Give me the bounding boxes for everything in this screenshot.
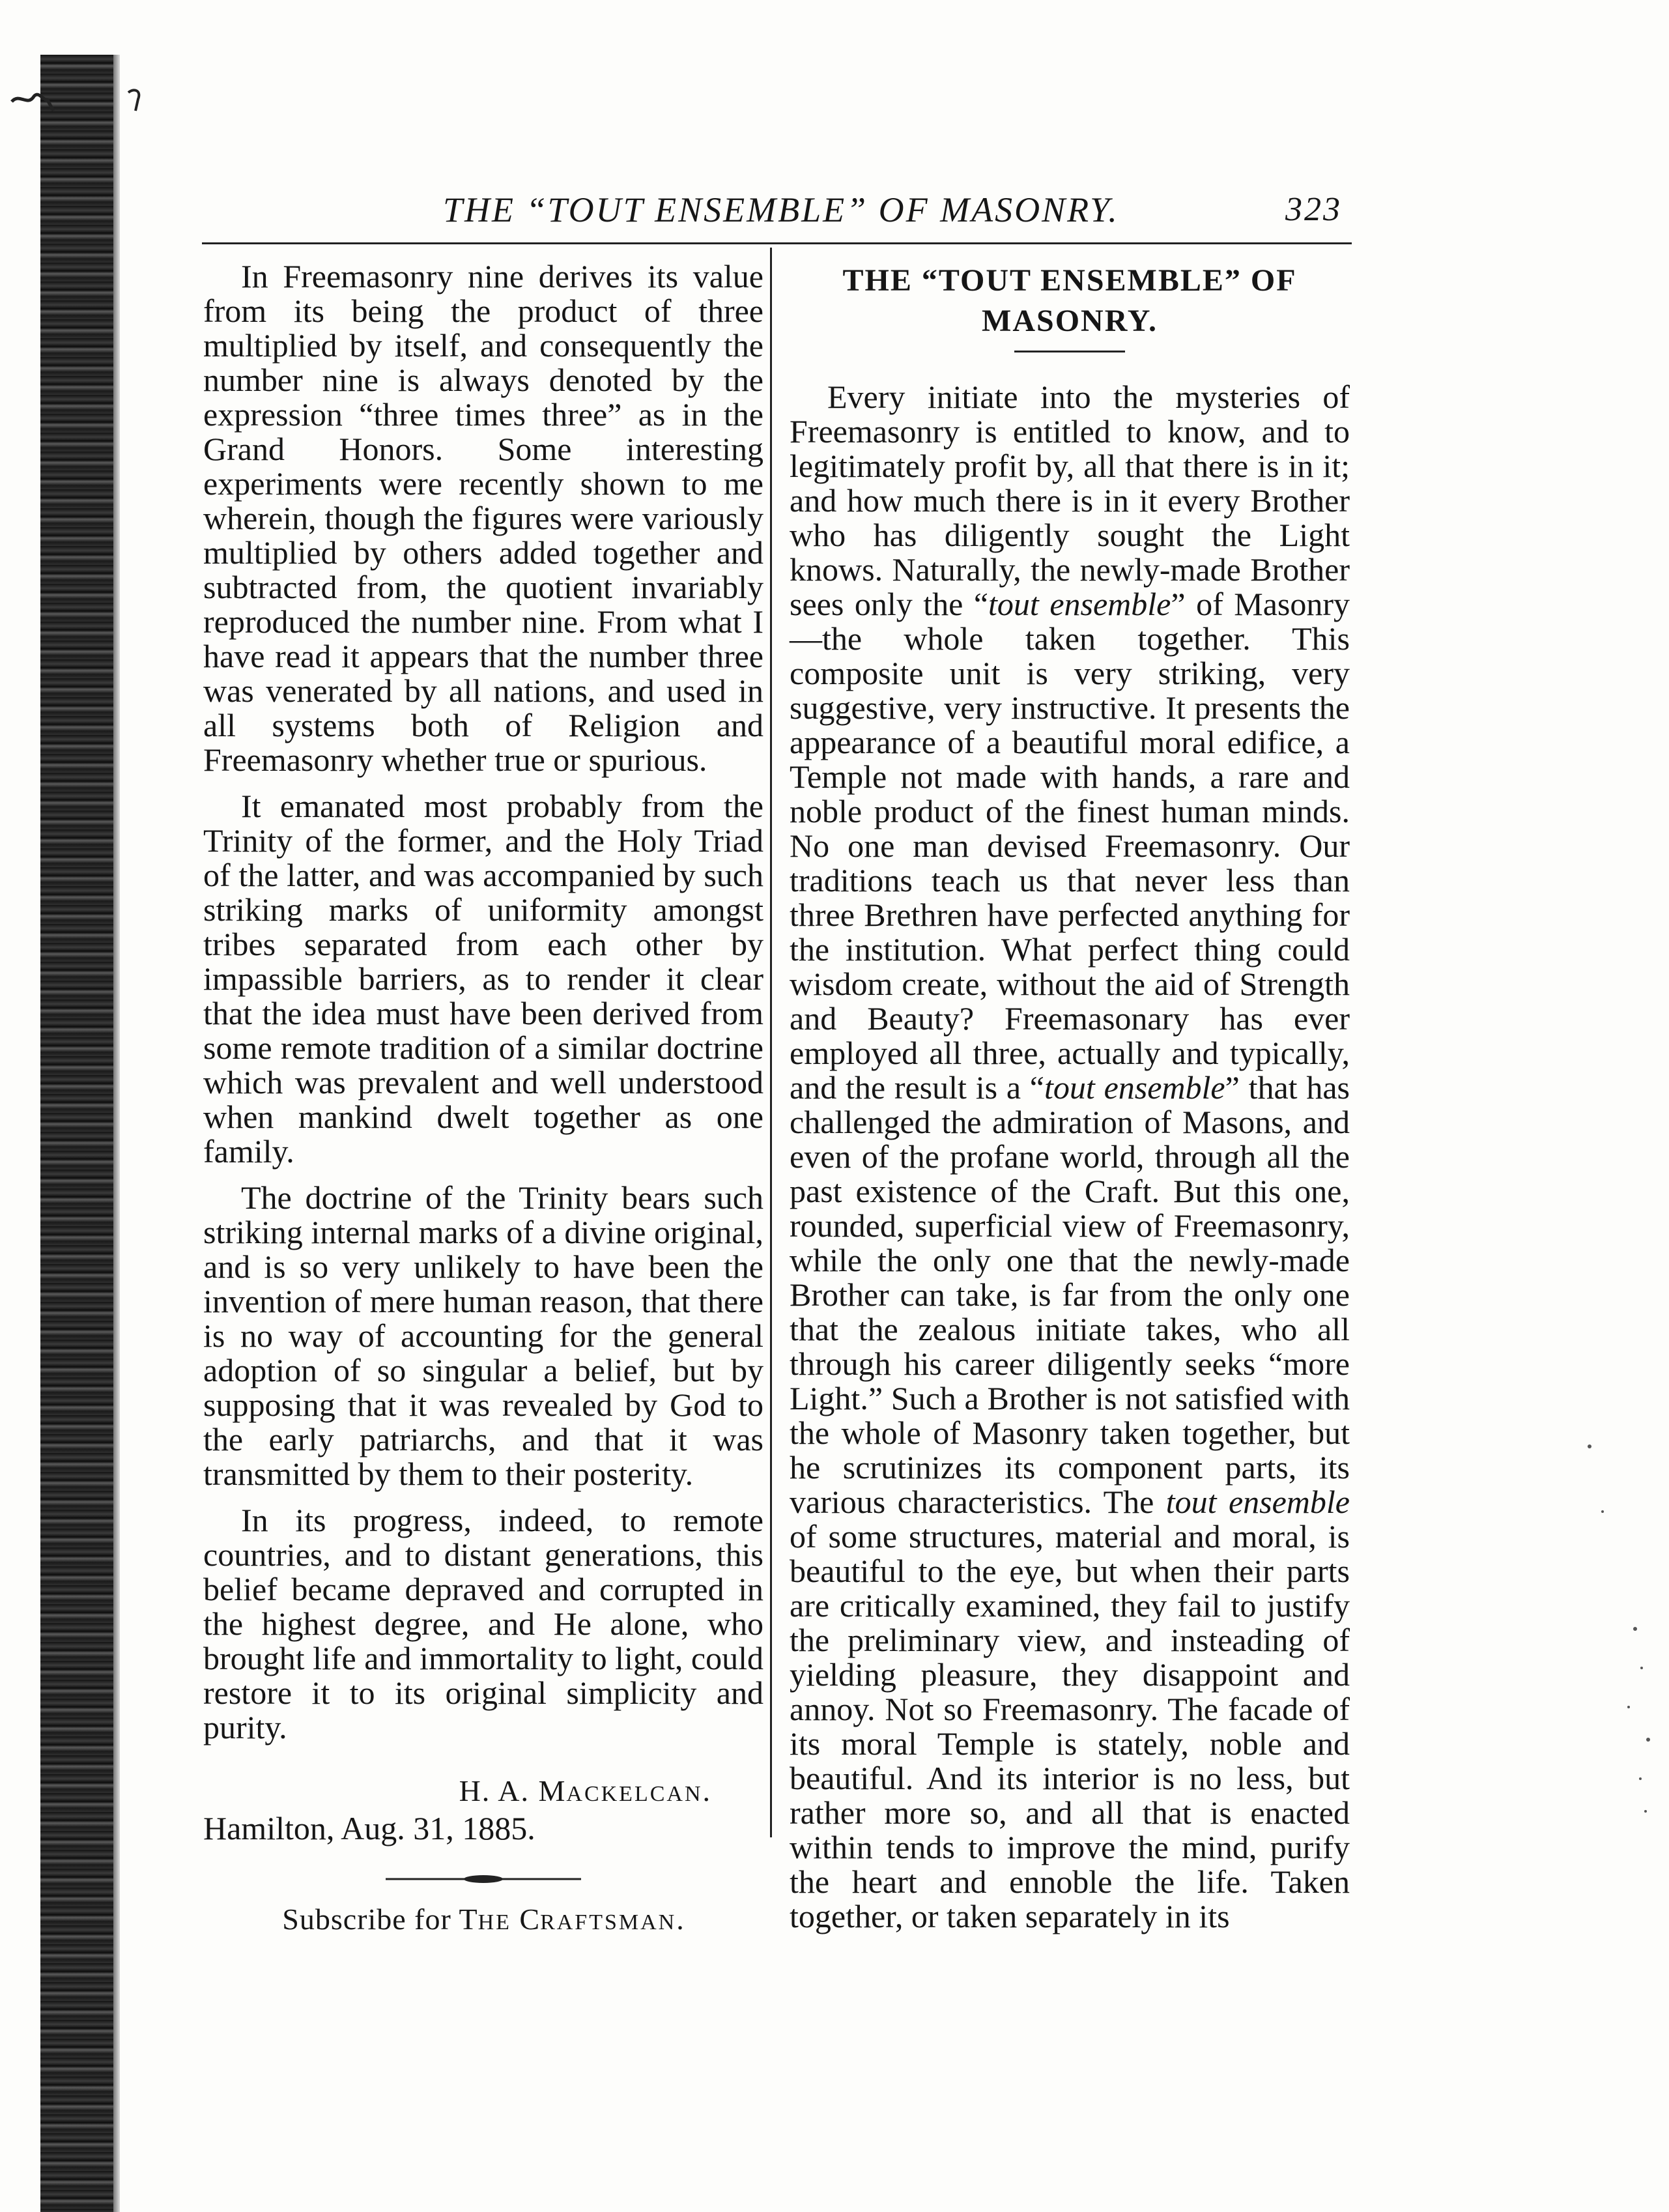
margin-scrawl: [8, 73, 158, 125]
article-title: THE “TOUT ENSEMBLE” OF MASONRY.: [842, 263, 1297, 338]
paragraph-progress: In its progress, indeed, to remote countries, and to distant generations, this belief became depraved and corrupted in the highest degree, and He alone, who brought life and immortality to light, could restore it to its original simplicity and purity.: [203, 1502, 763, 1745]
ornament-rule: [386, 1874, 581, 1884]
paragraph-nine: In Freemasonry nine derives its value from its being the product of three multiplied by itself, and consequently the number nine is always denoted by the expression “three times three” as in the Grand Honors. Some interesting experiments were recently shown to me wherein, though the figures were variously multiplied by others added together and subtracted from, the quotient invariably reproduced the number nine. From what I have read it appears that the number three was venerated by all nations, and used in all systems both of Religion and Freemasonry whether true or spurious.: [203, 258, 763, 778]
italic-term: tout ensemble: [988, 586, 1171, 622]
column-rule: [770, 248, 772, 1837]
page-number: 323: [1285, 191, 1342, 228]
left-column: [203, 259, 763, 1940]
italic-term: tout ensemble: [1165, 1484, 1350, 1520]
paragraph-doctrine: The doctrine of the Trinity bears such striking internal marks of a divine original, and is so very unlikely to have been the invention of mere human reason, that there is no way of accounting for the general adoption of so singular a belief, but by supposing that it was revealed by God to the early patriarchs, and that it was transmitted by them to their posterity.: [203, 1179, 763, 1492]
dateline: Hamilton, Aug. 31, 1885.: [203, 1810, 535, 1846]
paragraph-trinity-origin: It emanated most probably from the Trinity of the former, and the Holy Triad of the latter, and was accompanied by such striking marks of uniformity amongst tribes separated from each other by impassible barriers, as to render it clear that the idea must have been derived from some remote tradition of a similar doctrine which was prevalent and well understood when mankind dwelt together as one family.: [203, 788, 763, 1170]
italic-term: tout ensemble: [1044, 1069, 1225, 1106]
subscribe-notice: Subscribe for THE CRAFTSMAN.: [282, 1903, 685, 1936]
binding-shadow: [113, 55, 120, 2212]
body-text: ” of Masonry—the whole taken together. This composite unit is very striking, very suggestive, very instructive. It presents the appearance of a beautiful moral edifice, a Temple not made with hands, a rare and noble product of the finest human minds. No one man devised Freemasonry. Our traditions teach us that never less than three Brethren have perfected anything for the institution. What perfect thing could wisdom create, without the aid of Strength and Beauty? Freemasonary has ever employed all three, actually and typically, and the result is a “: [790, 586, 1350, 1106]
scan-specks: [1563, 1433, 1661, 1824]
title-rule: [1014, 351, 1125, 352]
right-column: [790, 259, 1350, 1934]
body-text: Every initiate into the mysteries of Freemasonry is entitled to know, and to legitimately profit by, all that there is in it; and how much there is in it every Brother who has diligently sought the Light knows. Naturally, the newly-made Brother sees only the “: [790, 379, 1350, 622]
article-body: [790, 380, 1350, 1934]
book-binding-edge: [40, 55, 113, 2212]
header-rule: [202, 242, 1352, 244]
body-text: ” that has challenged the admiration of Masons, and even of the profane world, through all the past existence of the Craft. But this one, rounded, superficial view of Freemasonry, while the only one that the newly-made Brother can take, is far from the only one that the zealous initiate takes, who all through his career diligently seeks “more Light.” Such a Brother is not satisfied with the whole of Masonry taken together, but he scrutinizes its component parts, its various characteristics. The: [790, 1069, 1350, 1520]
running-header: [417, 185, 1342, 235]
body-text: of some structures, material and moral, is beautiful to the eye, but when their parts are critically examined, they fail to justify the preliminary view, and insteading of yielding pleasure, they disappoint and annoy. Not so Freemasonry. The facade of its moral Temple is stately, noble and beautiful. And its interior is no less, but rather more so, and all that is enacted within tends to improve the mind, purify the heart and ennoble the life. Taken together, or taken separately in its: [790, 1518, 1350, 1934]
running-title: THE “TOUT ENSEMBLE” OF MASONRY.: [443, 190, 1119, 229]
author-signature: H. A. MACKELCAN.: [459, 1774, 711, 1807]
